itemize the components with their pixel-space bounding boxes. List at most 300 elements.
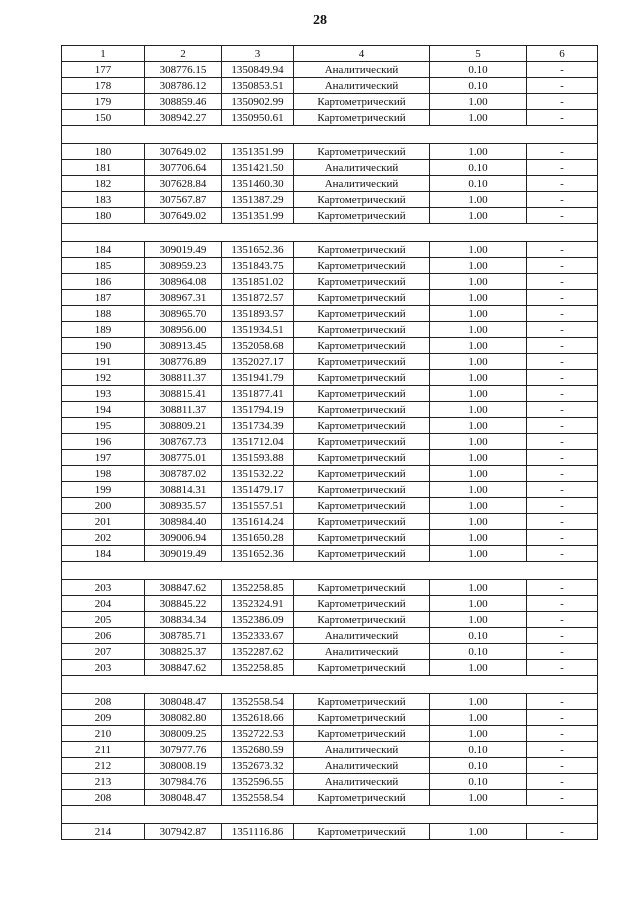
- y-coordinate-cell: 1351351.99: [222, 144, 294, 160]
- table-row: [62, 274, 598, 290]
- table-spacer-row: [62, 126, 598, 144]
- y-coordinate-cell: 1351872.57: [222, 290, 294, 306]
- y-coordinate-cell: 1352386.09: [222, 612, 294, 628]
- point-number-cell: 212: [62, 758, 145, 774]
- note-cell: -: [527, 110, 598, 126]
- method-cell: Картометрический: [294, 790, 430, 806]
- y-coordinate-cell: 1352058.68: [222, 338, 294, 354]
- x-coordinate-cell: 308942.27: [145, 110, 222, 126]
- note-cell: -: [527, 710, 598, 726]
- table-row: [62, 694, 598, 710]
- table-row: [62, 258, 598, 274]
- table-spacer-row: [62, 806, 598, 824]
- accuracy-cell: 1.00: [430, 354, 527, 370]
- point-number-cell: 194: [62, 402, 145, 418]
- method-cell: Картометрический: [294, 322, 430, 338]
- point-number-cell: 192: [62, 370, 145, 386]
- x-coordinate-cell: 308767.73: [145, 434, 222, 450]
- note-cell: -: [527, 824, 598, 840]
- accuracy-cell: 1.00: [430, 514, 527, 530]
- x-coordinate-cell: 308834.34: [145, 612, 222, 628]
- column-header-note: 6: [527, 46, 598, 62]
- accuracy-cell: 1.00: [430, 144, 527, 160]
- accuracy-cell: 1.00: [430, 498, 527, 514]
- accuracy-cell: 1.00: [430, 726, 527, 742]
- y-coordinate-cell: 1351794.19: [222, 402, 294, 418]
- method-cell: Картометрический: [294, 466, 430, 482]
- point-number-cell: 184: [62, 242, 145, 258]
- method-cell: Картометрический: [294, 274, 430, 290]
- point-number-cell: 214: [62, 824, 145, 840]
- spacer-cell: [62, 224, 598, 242]
- accuracy-cell: 1.00: [430, 612, 527, 628]
- accuracy-cell: 1.00: [430, 402, 527, 418]
- y-coordinate-cell: 1350950.61: [222, 110, 294, 126]
- accuracy-cell: 1.00: [430, 580, 527, 596]
- accuracy-cell: 1.00: [430, 824, 527, 840]
- note-cell: -: [527, 192, 598, 208]
- x-coordinate-cell: 308956.00: [145, 322, 222, 338]
- accuracy-cell: 1.00: [430, 94, 527, 110]
- table-row: [62, 628, 598, 644]
- x-coordinate-cell: 308825.37: [145, 644, 222, 660]
- x-coordinate-cell: 308776.89: [145, 354, 222, 370]
- method-cell: Картометрический: [294, 386, 430, 402]
- point-number-cell: 191: [62, 354, 145, 370]
- table-row: [62, 78, 598, 94]
- y-coordinate-cell: 1352258.85: [222, 660, 294, 676]
- y-coordinate-cell: 1351877.41: [222, 386, 294, 402]
- accuracy-cell: 1.00: [430, 790, 527, 806]
- point-number-cell: 213: [62, 774, 145, 790]
- note-cell: -: [527, 78, 598, 94]
- accuracy-cell: 0.10: [430, 160, 527, 176]
- column-header-method: 4: [294, 46, 430, 62]
- point-number-cell: 187: [62, 290, 145, 306]
- method-cell: Картометрический: [294, 242, 430, 258]
- point-number-cell: 150: [62, 110, 145, 126]
- table-row: [62, 370, 598, 386]
- y-coordinate-cell: 1352680.59: [222, 742, 294, 758]
- table-spacer-row: [62, 676, 598, 694]
- method-cell: Картометрический: [294, 710, 430, 726]
- method-cell: Аналитический: [294, 62, 430, 78]
- accuracy-cell: 0.10: [430, 628, 527, 644]
- x-coordinate-cell: 309019.49: [145, 242, 222, 258]
- y-coordinate-cell: 1352618.66: [222, 710, 294, 726]
- y-coordinate-cell: 1352558.54: [222, 694, 294, 710]
- method-cell: Картометрический: [294, 514, 430, 530]
- accuracy-cell: 1.00: [430, 418, 527, 434]
- point-number-cell: 195: [62, 418, 145, 434]
- x-coordinate-cell: 308859.46: [145, 94, 222, 110]
- accuracy-cell: 1.00: [430, 660, 527, 676]
- note-cell: -: [527, 144, 598, 160]
- y-coordinate-cell: 1352324.91: [222, 596, 294, 612]
- y-coordinate-cell: 1352722.53: [222, 726, 294, 742]
- y-coordinate-cell: 1351652.36: [222, 546, 294, 562]
- table-row: [62, 758, 598, 774]
- method-cell: Картометрический: [294, 144, 430, 160]
- table-row: [62, 242, 598, 258]
- y-coordinate-cell: 1351941.79: [222, 370, 294, 386]
- x-coordinate-cell: 308847.62: [145, 580, 222, 596]
- note-cell: -: [527, 62, 598, 78]
- table-row: [62, 450, 598, 466]
- note-cell: -: [527, 242, 598, 258]
- y-coordinate-cell: 1351934.51: [222, 322, 294, 338]
- method-cell: Картометрический: [294, 824, 430, 840]
- x-coordinate-cell: 308815.41: [145, 386, 222, 402]
- note-cell: -: [527, 208, 598, 224]
- point-number-cell: 201: [62, 514, 145, 530]
- note-cell: -: [527, 322, 598, 338]
- point-number-cell: 177: [62, 62, 145, 78]
- y-coordinate-cell: 1351652.36: [222, 242, 294, 258]
- accuracy-cell: 1.00: [430, 306, 527, 322]
- table-row: [62, 192, 598, 208]
- table-row: [62, 62, 598, 78]
- table-row: [62, 434, 598, 450]
- method-cell: Аналитический: [294, 628, 430, 644]
- x-coordinate-cell: 307567.87: [145, 192, 222, 208]
- point-number-cell: 204: [62, 596, 145, 612]
- spacer-cell: [62, 562, 598, 580]
- point-number-cell: 202: [62, 530, 145, 546]
- method-cell: Картометрический: [294, 402, 430, 418]
- point-number-cell: 186: [62, 274, 145, 290]
- table-row: [62, 596, 598, 612]
- method-cell: Картометрический: [294, 580, 430, 596]
- note-cell: -: [527, 354, 598, 370]
- y-coordinate-cell: 1350849.94: [222, 62, 294, 78]
- table-row: [62, 160, 598, 176]
- method-cell: Аналитический: [294, 644, 430, 660]
- y-coordinate-cell: 1351893.57: [222, 306, 294, 322]
- accuracy-cell: 1.00: [430, 338, 527, 354]
- method-cell: Картометрический: [294, 596, 430, 612]
- method-cell: Картометрический: [294, 192, 430, 208]
- x-coordinate-cell: 307628.84: [145, 176, 222, 192]
- point-number-cell: 209: [62, 710, 145, 726]
- point-number-cell: 207: [62, 644, 145, 660]
- x-coordinate-cell: 308913.45: [145, 338, 222, 354]
- x-coordinate-cell: 308048.47: [145, 694, 222, 710]
- x-coordinate-cell: 308984.40: [145, 514, 222, 530]
- point-number-cell: 200: [62, 498, 145, 514]
- x-coordinate-cell: 309006.94: [145, 530, 222, 546]
- x-coordinate-cell: 307649.02: [145, 144, 222, 160]
- accuracy-cell: 1.00: [430, 482, 527, 498]
- y-coordinate-cell: 1352673.32: [222, 758, 294, 774]
- accuracy-cell: 1.00: [430, 530, 527, 546]
- method-cell: Аналитический: [294, 176, 430, 192]
- y-coordinate-cell: 1352596.55: [222, 774, 294, 790]
- method-cell: Картометрический: [294, 338, 430, 354]
- point-number-cell: 180: [62, 208, 145, 224]
- x-coordinate-cell: 309019.49: [145, 546, 222, 562]
- note-cell: -: [527, 774, 598, 790]
- note-cell: -: [527, 790, 598, 806]
- note-cell: -: [527, 530, 598, 546]
- accuracy-cell: 1.00: [430, 546, 527, 562]
- note-cell: -: [527, 274, 598, 290]
- note-cell: -: [527, 498, 598, 514]
- note-cell: -: [527, 306, 598, 322]
- table-row: [62, 482, 598, 498]
- table-row: [62, 726, 598, 742]
- method-cell: Картометрический: [294, 612, 430, 628]
- y-coordinate-cell: 1351593.88: [222, 450, 294, 466]
- table-row: [62, 790, 598, 806]
- table-row: [62, 290, 598, 306]
- point-number-cell: 211: [62, 742, 145, 758]
- accuracy-cell: 1.00: [430, 274, 527, 290]
- x-coordinate-cell: 308786.12: [145, 78, 222, 94]
- table-row: [62, 176, 598, 192]
- column-header-accuracy: 5: [430, 46, 527, 62]
- x-coordinate-cell: 308811.37: [145, 402, 222, 418]
- table-row: [62, 546, 598, 562]
- method-cell: Картометрический: [294, 498, 430, 514]
- point-number-cell: 203: [62, 580, 145, 596]
- x-coordinate-cell: 308814.31: [145, 482, 222, 498]
- table-row: [62, 306, 598, 322]
- accuracy-cell: 1.00: [430, 694, 527, 710]
- note-cell: -: [527, 290, 598, 306]
- table-row: [62, 612, 598, 628]
- y-coordinate-cell: 1351614.24: [222, 514, 294, 530]
- method-cell: Картометрический: [294, 546, 430, 562]
- point-number-cell: 208: [62, 790, 145, 806]
- note-cell: -: [527, 466, 598, 482]
- accuracy-cell: 0.10: [430, 742, 527, 758]
- table-row: [62, 322, 598, 338]
- note-cell: -: [527, 258, 598, 274]
- method-cell: Картометрический: [294, 726, 430, 742]
- note-cell: -: [527, 402, 598, 418]
- note-cell: -: [527, 94, 598, 110]
- y-coordinate-cell: 1350902.99: [222, 94, 294, 110]
- note-cell: -: [527, 450, 598, 466]
- accuracy-cell: 1.00: [430, 322, 527, 338]
- table-row: [62, 774, 598, 790]
- table-row: [62, 94, 598, 110]
- y-coordinate-cell: 1351734.39: [222, 418, 294, 434]
- accuracy-cell: 0.10: [430, 62, 527, 78]
- x-coordinate-cell: 308082.80: [145, 710, 222, 726]
- x-coordinate-cell: 308809.21: [145, 418, 222, 434]
- point-number-cell: 182: [62, 176, 145, 192]
- accuracy-cell: 1.00: [430, 434, 527, 450]
- y-coordinate-cell: 1352558.54: [222, 790, 294, 806]
- accuracy-cell: 0.10: [430, 774, 527, 790]
- accuracy-cell: 1.00: [430, 110, 527, 126]
- y-coordinate-cell: 1351387.29: [222, 192, 294, 208]
- x-coordinate-cell: 308965.70: [145, 306, 222, 322]
- table-row: [62, 710, 598, 726]
- note-cell: -: [527, 370, 598, 386]
- spacer-cell: [62, 806, 598, 824]
- accuracy-cell: 0.10: [430, 176, 527, 192]
- x-coordinate-cell: 308048.47: [145, 790, 222, 806]
- note-cell: -: [527, 434, 598, 450]
- note-cell: -: [527, 546, 598, 562]
- method-cell: Аналитический: [294, 758, 430, 774]
- x-coordinate-cell: 308785.71: [145, 628, 222, 644]
- note-cell: -: [527, 596, 598, 612]
- y-coordinate-cell: 1351712.04: [222, 434, 294, 450]
- column-header-y: 3: [222, 46, 294, 62]
- point-number-cell: 205: [62, 612, 145, 628]
- method-cell: Картометрический: [294, 418, 430, 434]
- x-coordinate-cell: 308964.08: [145, 274, 222, 290]
- note-cell: -: [527, 386, 598, 402]
- x-coordinate-cell: 308959.23: [145, 258, 222, 274]
- x-coordinate-cell: 308009.25: [145, 726, 222, 742]
- table-row: [62, 354, 598, 370]
- page-number: 28: [313, 13, 327, 28]
- note-cell: -: [527, 418, 598, 434]
- y-coordinate-cell: 1351479.17: [222, 482, 294, 498]
- table-row: [62, 644, 598, 660]
- x-coordinate-cell: 308776.15: [145, 62, 222, 78]
- note-cell: -: [527, 742, 598, 758]
- method-cell: Картометрический: [294, 290, 430, 306]
- x-coordinate-cell: 308935.57: [145, 498, 222, 514]
- table-row: [62, 144, 598, 160]
- table-row: [62, 386, 598, 402]
- note-cell: -: [527, 644, 598, 660]
- method-cell: Картометрический: [294, 306, 430, 322]
- y-coordinate-cell: 1351851.02: [222, 274, 294, 290]
- table-spacer-row: [62, 224, 598, 242]
- method-cell: Картометрический: [294, 694, 430, 710]
- note-cell: -: [527, 694, 598, 710]
- point-number-cell: 189: [62, 322, 145, 338]
- table-row: [62, 402, 598, 418]
- accuracy-cell: 1.00: [430, 386, 527, 402]
- x-coordinate-cell: 307977.76: [145, 742, 222, 758]
- point-number-cell: 210: [62, 726, 145, 742]
- point-number-cell: 203: [62, 660, 145, 676]
- method-cell: Картометрический: [294, 94, 430, 110]
- y-coordinate-cell: 1351351.99: [222, 208, 294, 224]
- accuracy-cell: 1.00: [430, 450, 527, 466]
- accuracy-cell: 0.10: [430, 78, 527, 94]
- point-number-cell: 180: [62, 144, 145, 160]
- method-cell: Аналитический: [294, 78, 430, 94]
- spacer-cell: [62, 126, 598, 144]
- note-cell: -: [527, 726, 598, 742]
- y-coordinate-cell: 1351557.51: [222, 498, 294, 514]
- y-coordinate-cell: 1351460.30: [222, 176, 294, 192]
- x-coordinate-cell: 307942.87: [145, 824, 222, 840]
- table-row: [62, 498, 598, 514]
- method-cell: Картометрический: [294, 370, 430, 386]
- x-coordinate-cell: 307649.02: [145, 208, 222, 224]
- note-cell: -: [527, 514, 598, 530]
- point-number-cell: 188: [62, 306, 145, 322]
- column-header-x: 2: [145, 46, 222, 62]
- point-number-cell: 198: [62, 466, 145, 482]
- note-cell: -: [527, 482, 598, 498]
- point-number-cell: 193: [62, 386, 145, 402]
- spacer-cell: [62, 676, 598, 694]
- note-cell: -: [527, 612, 598, 628]
- y-coordinate-cell: 1351843.75: [222, 258, 294, 274]
- table-header-row: [62, 46, 598, 62]
- x-coordinate-cell: 308967.31: [145, 290, 222, 306]
- table-spacer-row: [62, 562, 598, 580]
- accuracy-cell: 1.00: [430, 242, 527, 258]
- table-row: [62, 530, 598, 546]
- table-row: [62, 338, 598, 354]
- accuracy-cell: 1.00: [430, 466, 527, 482]
- point-number-cell: 196: [62, 434, 145, 450]
- y-coordinate-cell: 1352287.62: [222, 644, 294, 660]
- note-cell: -: [527, 660, 598, 676]
- table-row: [62, 208, 598, 224]
- y-coordinate-cell: 1350853.51: [222, 78, 294, 94]
- x-coordinate-cell: 308847.62: [145, 660, 222, 676]
- y-coordinate-cell: 1351421.50: [222, 160, 294, 176]
- accuracy-cell: 1.00: [430, 208, 527, 224]
- x-coordinate-cell: 308787.02: [145, 466, 222, 482]
- method-cell: Картометрический: [294, 354, 430, 370]
- method-cell: Картометрический: [294, 110, 430, 126]
- table-body: [62, 62, 598, 840]
- accuracy-cell: 0.10: [430, 644, 527, 660]
- point-number-cell: 185: [62, 258, 145, 274]
- note-cell: -: [527, 176, 598, 192]
- note-cell: -: [527, 338, 598, 354]
- point-number-cell: 181: [62, 160, 145, 176]
- table-row: [62, 466, 598, 482]
- coordinates-table: [61, 45, 598, 840]
- y-coordinate-cell: 1352333.67: [222, 628, 294, 644]
- point-number-cell: 208: [62, 694, 145, 710]
- point-number-cell: 183: [62, 192, 145, 208]
- method-cell: Картометрический: [294, 434, 430, 450]
- point-number-cell: 199: [62, 482, 145, 498]
- method-cell: Аналитический: [294, 742, 430, 758]
- method-cell: Аналитический: [294, 774, 430, 790]
- table-row: [62, 580, 598, 596]
- note-cell: -: [527, 580, 598, 596]
- x-coordinate-cell: 308775.01: [145, 450, 222, 466]
- point-number-cell: 197: [62, 450, 145, 466]
- method-cell: Картометрический: [294, 208, 430, 224]
- x-coordinate-cell: 307984.76: [145, 774, 222, 790]
- y-coordinate-cell: 1351116.86: [222, 824, 294, 840]
- point-number-cell: 190: [62, 338, 145, 354]
- x-coordinate-cell: 307706.64: [145, 160, 222, 176]
- y-coordinate-cell: 1352027.17: [222, 354, 294, 370]
- method-cell: Аналитический: [294, 160, 430, 176]
- note-cell: -: [527, 160, 598, 176]
- table-row: [62, 742, 598, 758]
- point-number-cell: 206: [62, 628, 145, 644]
- y-coordinate-cell: 1352258.85: [222, 580, 294, 596]
- y-coordinate-cell: 1351650.28: [222, 530, 294, 546]
- table-row: [62, 824, 598, 840]
- method-cell: Картометрический: [294, 450, 430, 466]
- table-row: [62, 110, 598, 126]
- accuracy-cell: 1.00: [430, 710, 527, 726]
- method-cell: Картометрический: [294, 660, 430, 676]
- method-cell: Картометрический: [294, 530, 430, 546]
